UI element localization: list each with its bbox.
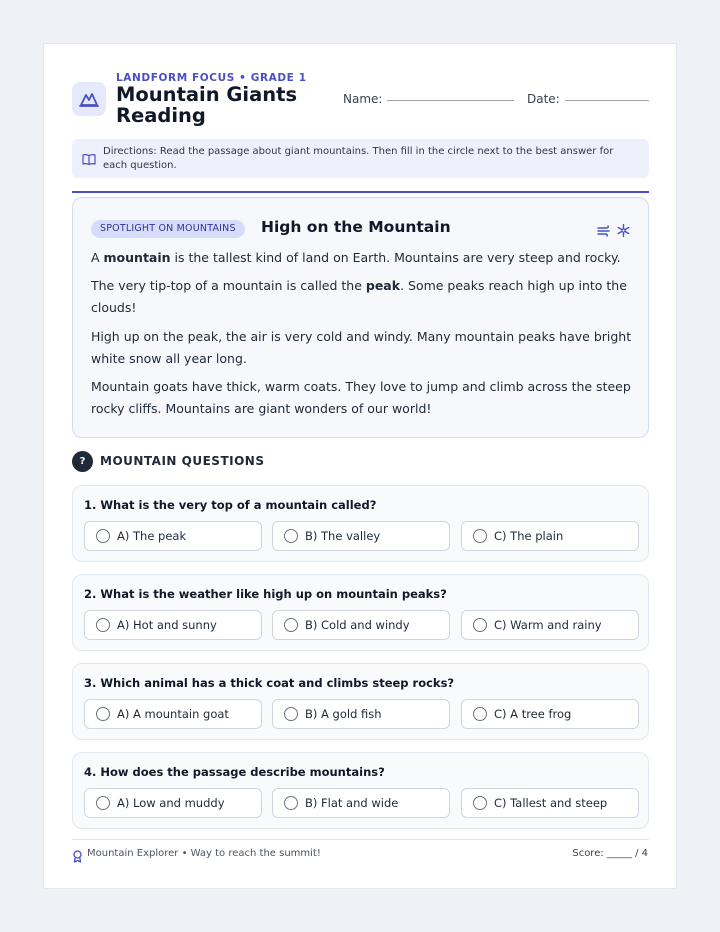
passage-paragraph: The very tip-top of a mountain is called the peak. Some peaks reach high up into the clouds! xyxy=(91,278,627,315)
radio-circle[interactable] xyxy=(96,529,110,543)
keyword-mountain: mountain xyxy=(103,250,171,265)
question-card xyxy=(72,663,649,740)
question-card xyxy=(72,752,649,829)
directions-text: Directions: Read the passage about giant mountains. Then fill in the circle next to the best answer for each question. xyxy=(103,146,614,171)
footer-divider xyxy=(72,839,649,840)
passage-paragraph: High up on the peak, the air is very cold and windy. Many mountain peaks have bright white snow all year long. xyxy=(91,329,632,366)
question-text: 4. How does the passage describe mountains? xyxy=(84,765,385,779)
answer-option[interactable] xyxy=(461,788,639,818)
footer-message: Mountain Explorer • Way to reach the summit! xyxy=(87,848,321,859)
option-label: B) A gold fish xyxy=(305,707,382,721)
option-label: A) A mountain goat xyxy=(117,707,229,721)
radio-circle[interactable] xyxy=(473,796,487,810)
question-card xyxy=(72,574,649,651)
score-field[interactable]: Score: _____ / 4 xyxy=(572,848,648,859)
radio-circle[interactable] xyxy=(96,707,110,721)
question-text: 2. What is the weather like high up on mountain peaks? xyxy=(84,587,447,601)
name-label: Name: xyxy=(343,92,383,106)
spotlight-badge: SPOTLIGHT ON MOUNTAINS xyxy=(91,220,245,238)
snowflake-icon xyxy=(617,222,630,241)
question-card xyxy=(72,485,649,562)
radio-circle[interactable] xyxy=(284,796,298,810)
option-label: C) The plain xyxy=(494,529,564,543)
answer-option[interactable] xyxy=(461,610,639,640)
passage-paragraph: A mountain is the tallest kind of land on Earth. Mountains are very steep and rocky. xyxy=(91,250,621,265)
reading-passage xyxy=(72,197,649,438)
option-label: B) Flat and wide xyxy=(305,796,399,810)
option-label: B) The valley xyxy=(305,529,381,543)
question-text: 3. Which animal has a thick coat and climbs steep rocks? xyxy=(84,676,455,690)
book-icon xyxy=(82,151,96,170)
date-label: Date: xyxy=(527,92,560,106)
mountain-icon xyxy=(72,82,106,116)
radio-circle[interactable] xyxy=(473,618,487,632)
answer-option[interactable] xyxy=(84,699,262,729)
question-text: 1. What is the very top of a mountain called? xyxy=(84,498,377,512)
option-label: B) Cold and windy xyxy=(305,618,410,632)
radio-circle[interactable] xyxy=(284,529,298,543)
answer-option[interactable] xyxy=(84,610,262,640)
name-field[interactable] xyxy=(387,100,514,101)
award-icon xyxy=(72,848,83,867)
answer-option[interactable] xyxy=(272,788,450,818)
passage-title: High on the Mountain xyxy=(261,218,451,236)
header-divider xyxy=(72,191,649,193)
option-label: C) Warm and rainy xyxy=(494,618,602,632)
question-mark-icon: ? xyxy=(72,451,93,472)
radio-circle[interactable] xyxy=(473,707,487,721)
option-label: A) Hot and sunny xyxy=(117,618,217,632)
questions-heading: MOUNTAIN QUESTIONS xyxy=(100,454,265,468)
answer-option[interactable] xyxy=(272,610,450,640)
answer-option[interactable] xyxy=(461,521,639,551)
radio-circle[interactable] xyxy=(96,618,110,632)
radio-circle[interactable] xyxy=(284,618,298,632)
option-label: A) The peak xyxy=(117,529,187,543)
date-field[interactable] xyxy=(565,100,649,101)
answer-option[interactable] xyxy=(84,788,262,818)
option-label: C) A tree frog xyxy=(494,707,572,721)
worksheet-page xyxy=(43,43,677,889)
grade-kicker: LANDFORM FOCUS • GRADE 1 xyxy=(116,72,307,84)
option-label: C) Tallest and steep xyxy=(494,796,608,810)
answer-option[interactable] xyxy=(272,521,450,551)
radio-circle[interactable] xyxy=(473,529,487,543)
wind-icon xyxy=(597,222,611,241)
option-label: A) Low and muddy xyxy=(117,796,225,810)
answer-option[interactable] xyxy=(272,699,450,729)
radio-circle[interactable] xyxy=(284,707,298,721)
answer-option[interactable] xyxy=(461,699,639,729)
passage-paragraph: Mountain goats have thick, warm coats. They love to jump and climb across the steep rocky cliffs. Mountains are giant wonders of our world! xyxy=(91,379,631,416)
answer-option[interactable] xyxy=(84,521,262,551)
directions-box xyxy=(72,139,649,178)
radio-circle[interactable] xyxy=(96,796,110,810)
worksheet-title: Mountain Giants Reading xyxy=(116,83,298,127)
keyword-peak: peak xyxy=(365,278,401,293)
